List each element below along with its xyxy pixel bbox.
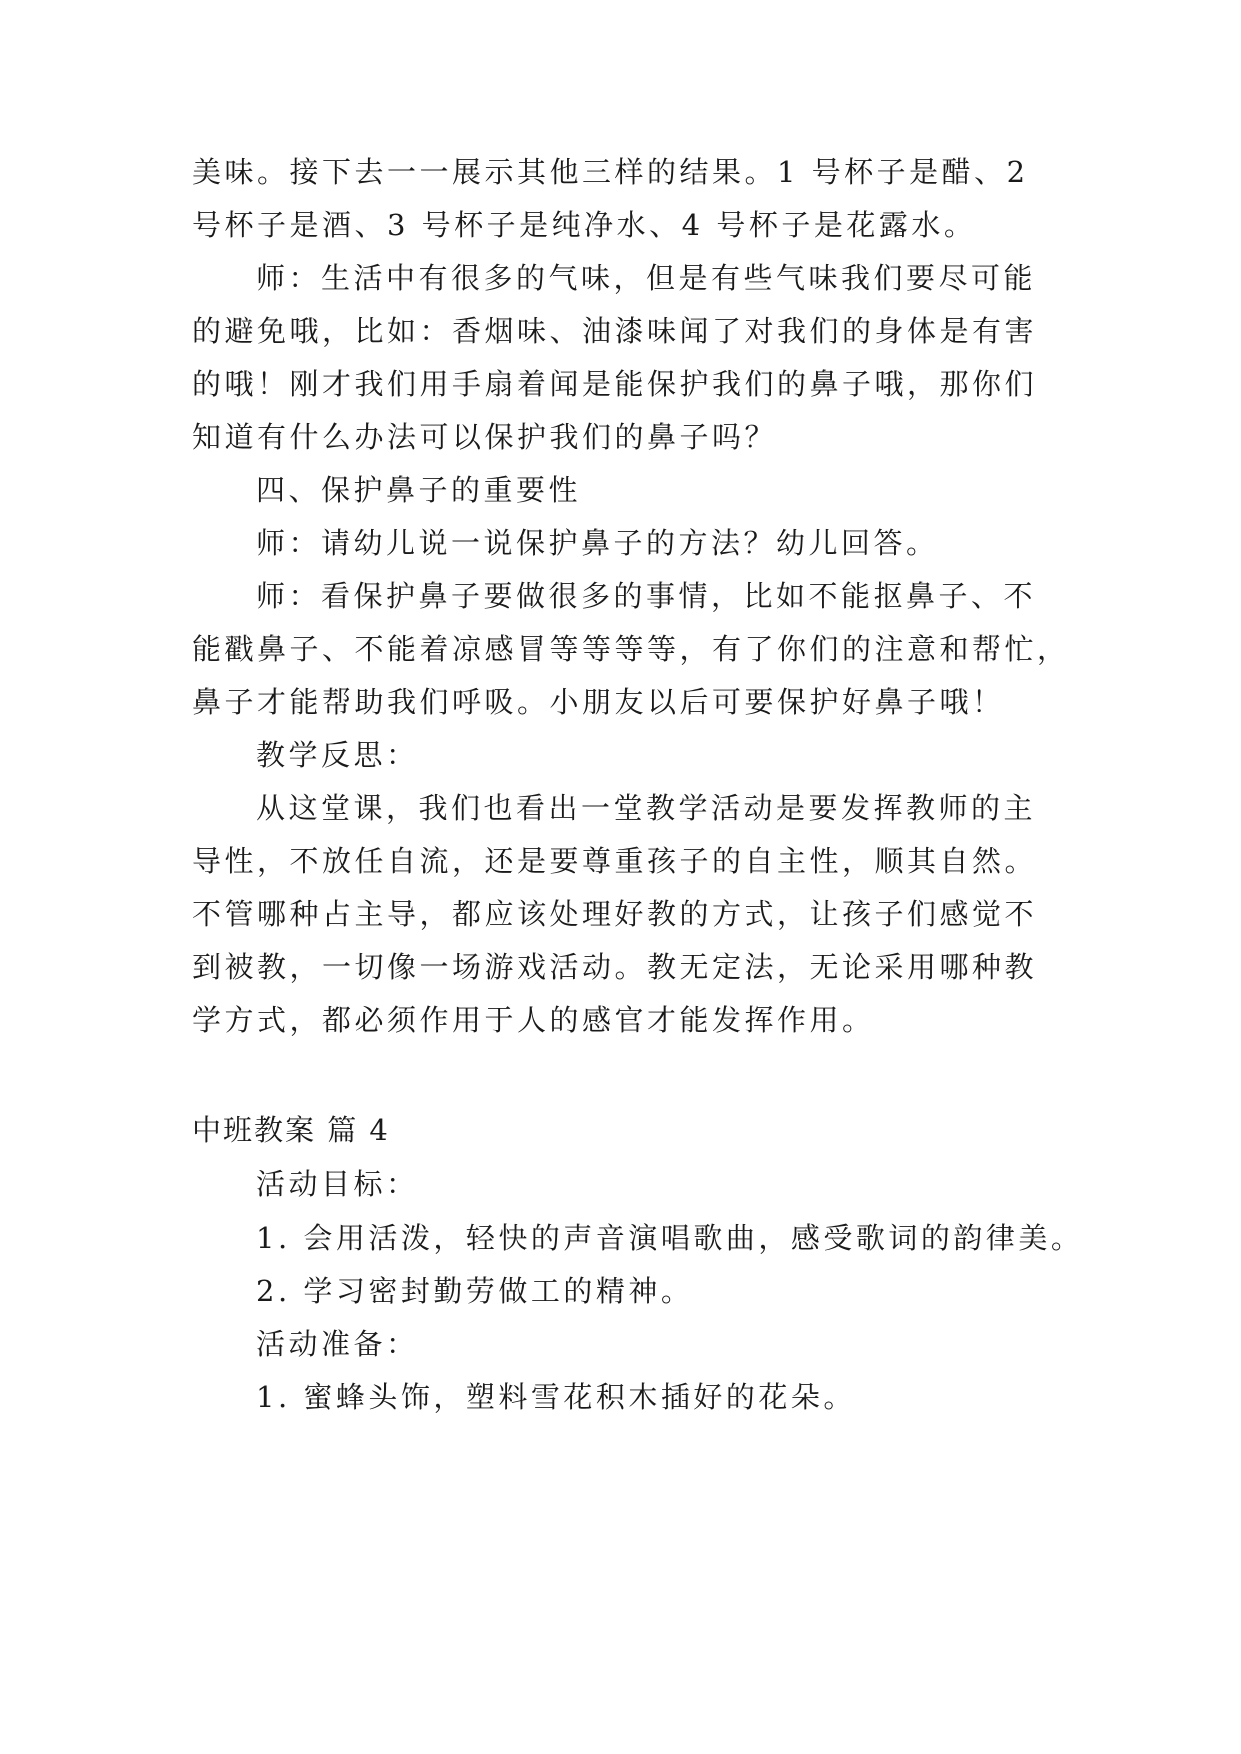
paragraph-line: 鼻子才能帮助我们呼吸。小朋友以后可要保护好鼻子哦！ <box>192 685 1005 719</box>
paragraph-line: 不管哪种占主导，都应该处理好教的方式，让孩子们感觉不 <box>192 897 1038 931</box>
paragraph-line: 师：请幼儿说一说保护鼻子的方法？幼儿回答。 <box>256 526 939 560</box>
paragraph-line: 的避免哦，比如：香烟味、油漆味闻了对我们的身体是有害 <box>192 314 1038 348</box>
paragraph-line: 师：看保护鼻子要做很多的事情，比如不能抠鼻子、不 <box>256 579 1037 613</box>
paragraph-line: 知道有什么办法可以保护我们的鼻子吗？ <box>192 420 778 454</box>
paragraph-line: 美味。接下去一一展示其他三样的结果。1 号杯子是醋、2 <box>192 155 1029 189</box>
list-item: 2. 学习密封勤劳做工的精神。 <box>256 1274 694 1308</box>
subheading: 教学反思： <box>256 738 419 772</box>
paragraph-line: 的哦！刚才我们用手扇着闻是能保护我们的鼻子哦，那你们 <box>192 367 1038 401</box>
paragraph-line: 师：生活中有很多的气味，但是有些气味我们要尽可能 <box>256 261 1037 295</box>
section-title: 中班教案 篇 4 <box>192 1113 390 1147</box>
paragraph-line: 从这堂课，我们也看出一堂教学活动是要发挥教师的主 <box>256 791 1037 825</box>
list-item: 1. 会用活泼，轻快的声音演唱歌曲，感受歌词的韵律美。 <box>256 1221 1084 1255</box>
subheading: 活动准备： <box>256 1327 419 1361</box>
paragraph-line: 能戳鼻子、不能着凉感冒等等等等，有了你们的注意和帮忙， <box>192 632 1070 666</box>
paragraph-line: 到被教，一切像一场游戏活动。教无定法，无论采用哪种教 <box>192 950 1038 984</box>
subheading: 四、保护鼻子的重要性 <box>256 473 582 507</box>
paragraph-line: 导性，不放任自流，还是要尊重孩子的自主性，顺其自然。 <box>192 844 1038 878</box>
list-item: 1. 蜜蜂头饰，塑料雪花积木插好的花朵。 <box>256 1380 856 1414</box>
paragraph-line: 学方式，都必须作用于人的感官才能发挥作用。 <box>192 1003 875 1037</box>
subheading: 活动目标： <box>256 1167 419 1201</box>
paragraph-line: 号杯子是酒、3 号杯子是纯净水、4 号杯子是花露水。 <box>192 208 977 242</box>
